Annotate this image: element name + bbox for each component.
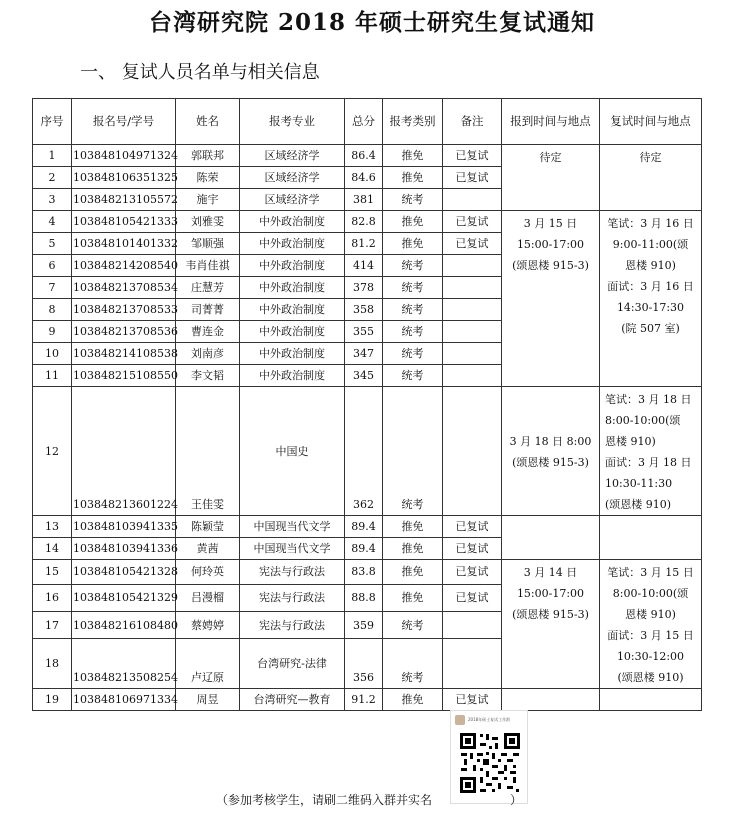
cell-id: 103848105421328 [72,560,176,585]
cell-seq: 13 [33,516,72,538]
cell-note: 已复试 [443,145,502,167]
cell-type: 推免 [383,584,443,611]
header-id: 报名号/学号 [72,99,176,145]
cell-id: 103848105421329 [72,584,176,611]
retest-line: 10:30-11:30 [605,477,673,490]
cell-note [443,299,502,321]
cell-id: 103848106971334 [72,689,176,711]
table-row [33,560,702,585]
cell-id: 103848213708536 [72,321,176,343]
cell-major: 宪法与行政法 [240,584,345,611]
cell-id: 103848214108538 [72,343,176,365]
retest-group-3 [600,387,702,516]
header-note: 备注 [443,99,502,145]
report-time: 15:00-17:00 [516,238,585,251]
cell-seq: 12 [33,387,72,516]
retest-line: 恩楼 910) [625,608,676,621]
report-text: 待定 [539,151,562,164]
cell-score: 359 [345,612,383,639]
cell-note [443,277,502,299]
cell-score: 89.4 [345,516,383,538]
cell-id: 103848214208540 [72,255,176,277]
retest-line: 恩楼 910) [605,435,656,448]
cell-type: 统考 [383,387,443,516]
cell-id: 103848215108550 [72,365,176,387]
cell-major: 宪法与行政法 [240,612,345,639]
retest-line: 笔试：3 月 16 日 [607,217,694,230]
report-date: 3 月 14 日 [523,566,578,579]
cell-major: 台湾研究—教育 [240,689,345,711]
cell-type: 推免 [383,145,443,167]
cell-note [443,387,502,516]
cell-note [443,321,502,343]
cell-type: 推免 [383,560,443,585]
cell-seq: 17 [33,612,72,639]
header-type: 报考类别 [383,99,443,145]
cell-seq: 14 [33,538,72,560]
cell-type: 推免 [383,538,443,560]
retest-line: (院 507 室) [621,322,680,335]
cell-type: 统考 [383,299,443,321]
cell-type: 推免 [383,689,443,711]
report-place: (颂恩楼 915-3) [512,608,589,621]
retest-line: 笔试：3 月 15 日 [607,566,694,579]
header-score: 总分 [345,99,383,145]
retest-group-1 [600,145,702,211]
cell-note: 已复试 [443,560,502,585]
cell-seq: 11 [33,365,72,387]
retest-line: 14:30-17:30 [616,301,685,314]
cell-major: 中外政治制度 [240,343,345,365]
retest-line: 10:30-12:00 [616,650,685,663]
footnote-close: ） [510,793,523,807]
cell-seq: 1 [33,145,72,167]
cell-note: 已复试 [443,233,502,255]
retest-line: 8:00-10:00(颂 [605,414,681,427]
cell-score: 345 [345,365,383,387]
cell-type: 推免 [383,516,443,538]
cell-name: 陈颖莹 [176,516,240,538]
report-group-5 [502,560,600,689]
report-group-1 [502,145,600,211]
retest-group-6 [600,689,702,711]
cell-id: 103848216108480 [72,612,176,639]
report-group-2 [502,211,600,387]
cell-id: 103848213708534 [72,277,176,299]
cell-id: 103848104971324 [72,145,176,167]
cell-score: 355 [345,321,383,343]
cell-note: 已复试 [443,167,502,189]
cell-type: 统考 [383,639,443,689]
report-group-3 [502,387,600,516]
retest-group-4 [600,516,702,560]
cell-score: 378 [345,277,383,299]
cell-major: 中外政治制度 [240,321,345,343]
cell-major: 中外政治制度 [240,299,345,321]
cell-seq: 15 [33,560,72,585]
cell-score: 362 [345,387,383,516]
table-row [33,145,702,167]
cell-id: 103848101401332 [72,233,176,255]
cell-name: 郭联邦 [176,145,240,167]
report-place: (颂恩楼 915-3) [512,456,589,469]
qr-code-card[interactable] [450,710,528,804]
cell-seq: 3 [33,189,72,211]
cell-major: 台湾研究-法律 [240,639,345,689]
cell-type: 推免 [383,167,443,189]
retest-group-5 [600,560,702,689]
cell-type: 统考 [383,277,443,299]
header-retest: 复试时间与地点 [600,99,702,145]
cell-id: 103848213601224 [72,387,176,516]
cell-score: 414 [345,255,383,277]
table-row [33,211,702,233]
retest-group-2 [600,211,702,387]
cell-name: 刘南彦 [176,343,240,365]
cell-major: 中外政治制度 [240,233,345,255]
cell-id: 103848105421333 [72,211,176,233]
group-avatar [455,715,465,725]
cell-note [443,639,502,689]
qr-code-icon [458,731,522,799]
cell-note [443,189,502,211]
cell-type: 统考 [383,612,443,639]
cell-seq: 19 [33,689,72,711]
report-date: 3 月 15 日 [523,217,578,230]
cell-major: 中国现当代文学 [240,538,345,560]
retest-line: 恩楼 910) [625,259,676,272]
cell-id: 103848213105572 [72,189,176,211]
cell-name: 施宇 [176,189,240,211]
cell-name: 陈荣 [176,167,240,189]
cell-major: 中外政治制度 [240,277,345,299]
cell-score: 83.8 [345,560,383,585]
cell-score: 347 [345,343,383,365]
cell-note [443,365,502,387]
cell-note: 已复试 [443,689,502,711]
cell-seq: 4 [33,211,72,233]
report-time: 15:00-17:00 [516,587,585,600]
cell-note: 已复试 [443,516,502,538]
cell-id: 103848106351325 [72,167,176,189]
cell-seq: 6 [33,255,72,277]
cell-seq: 10 [33,343,72,365]
retest-line: 9:00-11:00(颂 [612,238,689,251]
table-row [33,689,702,711]
cell-seq: 2 [33,167,72,189]
cell-score: 84.6 [345,167,383,189]
page-title: 台湾研究院 2018 年硕士研究生复试通知 [148,9,596,36]
cell-name: 卢辽原 [176,639,240,689]
qr-group-label: 2018年硕士复试工作群 [468,717,511,722]
cell-major: 区域经济学 [240,145,345,167]
cell-type: 推免 [383,233,443,255]
cell-major: 中外政治制度 [240,365,345,387]
cell-type: 统考 [383,365,443,387]
qr-instruction-note [216,791,522,808]
cell-type: 统考 [383,321,443,343]
cell-name: 韦肖佳祺 [176,255,240,277]
cell-note [443,255,502,277]
table-row [33,387,702,516]
cell-note [443,612,502,639]
cell-name: 蔡娉婷 [176,612,240,639]
retest-line: (颂恩楼 910) [617,671,684,684]
retest-line: 面试：3 月 15 日 [607,629,694,642]
cell-name: 李文韬 [176,365,240,387]
header-major: 报考专业 [240,99,345,145]
cell-id: 103848103941336 [72,538,176,560]
cell-note [443,343,502,365]
cell-major: 中外政治制度 [240,211,345,233]
retest-line: (颂恩楼 910) [605,498,672,511]
cell-type: 统考 [383,255,443,277]
cell-name: 庄慧芳 [176,277,240,299]
cell-name: 司菁菁 [176,299,240,321]
cell-name: 周昱 [176,689,240,711]
cell-name: 黄茜 [176,538,240,560]
cell-seq: 8 [33,299,72,321]
table-header-row [33,99,702,145]
candidate-table [32,98,702,711]
cell-id: 103848213508254 [72,639,176,689]
cell-score: 381 [345,189,383,211]
cell-seq: 9 [33,321,72,343]
report-group-4 [502,516,600,560]
report-time: 3 月 18 日 8:00 [509,435,592,448]
cell-name: 邹顺强 [176,233,240,255]
cell-seq: 18 [33,639,72,689]
header-report: 报到时间与地点 [502,99,600,145]
cell-major: 区域经济学 [240,189,345,211]
cell-score: 82.8 [345,211,383,233]
cell-name: 吕漫榴 [176,584,240,611]
cell-name: 曹连金 [176,321,240,343]
cell-major: 中国现当代文学 [240,516,345,538]
footnote-text: （参加考核学生，请刷二维码入群并实名 [216,793,433,807]
cell-note: 已复试 [443,584,502,611]
retest-text: 待定 [639,151,662,164]
cell-name: 刘雅雯 [176,211,240,233]
cell-major: 宪法与行政法 [240,560,345,585]
cell-type: 统考 [383,343,443,365]
cell-id: 103848213708533 [72,299,176,321]
qr-header [455,714,525,726]
cell-name: 王佳雯 [176,387,240,516]
cell-score: 356 [345,639,383,689]
cell-type: 统考 [383,189,443,211]
cell-seq: 16 [33,584,72,611]
cell-seq: 5 [33,233,72,255]
retest-line: 8:00-10:00(颂 [612,587,689,600]
cell-score: 88.8 [345,584,383,611]
cell-score: 91.2 [345,689,383,711]
section-heading: 一、 复试人员名单与相关信息 [80,62,320,83]
cell-note: 已复试 [443,538,502,560]
cell-major: 中国史 [240,387,345,516]
cell-id: 103848103941335 [72,516,176,538]
cell-major: 区域经济学 [240,167,345,189]
cell-note: 已复试 [443,211,502,233]
cell-type: 推免 [383,211,443,233]
cell-score: 81.2 [345,233,383,255]
cell-score: 358 [345,299,383,321]
cell-score: 86.4 [345,145,383,167]
cell-seq: 7 [33,277,72,299]
report-group-6 [502,689,600,711]
report-place: (颂恩楼 915-3) [512,259,589,272]
header-seq: 序号 [33,99,72,145]
table-row [33,516,702,538]
cell-score: 89.4 [345,538,383,560]
cell-name: 何玲英 [176,560,240,585]
retest-line: 面试：3 月 16 日 [607,280,694,293]
retest-line: 面试：3 月 18 日 [605,456,692,469]
cell-major: 中外政治制度 [240,255,345,277]
retest-line: 笔试：3 月 18 日 [605,393,692,406]
header-name: 姓名 [176,99,240,145]
